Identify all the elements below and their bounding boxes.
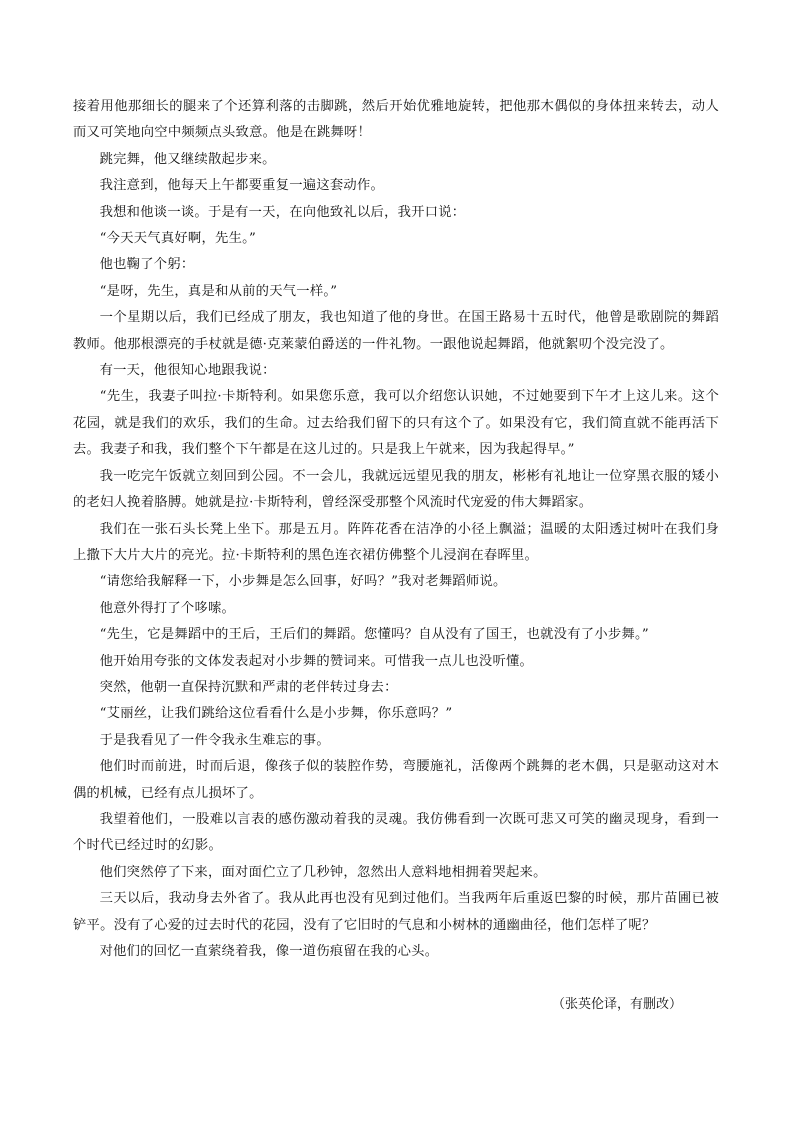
paragraph-17: 突然，他朝一直保持沉默和严肃的老伴转过身去： [99,679,398,695]
paragraph-15: “先生，它是舞蹈中的王后，王后们的舞蹈。您懂吗？自从没有了国王，也就没有了小步舞。” [99,627,649,643]
paragraph-18: “艾丽丝，让我们跳给这位看看什么是小步舞，你乐意吗？” [99,706,453,722]
paragraph-9: 有一天，他很知心地跟我说： [99,363,276,379]
paragraph-12: 我们在一张石头长凳上坐下。那是五月。阵阵花香在洁净的小径上飘溢；温暖的太阳透过树叶在我们身上撒下大片大片的亮光。拉·卡斯特利的黑色连衣裙仿佛整个儿浸润在春晖里。 [73,521,719,563]
article-body [73,94,719,965]
paragraph-22: 他们突然停了下来，面对面伫立了几秒钟，忽然出人意料地相拥着哭起来。 [99,864,547,880]
paragraph-20: 他们时而前进，时而后退，像孩子似的装腔作势，弯腰施礼，活像两个跳舞的老木偶，只是驱动这对木偶的机械，已经有点儿损坏了。 [73,759,719,801]
paragraph-16: 他开始用夸张的文体发表起对小步舞的赞词来。可惜我一点儿也没听懂。 [99,653,534,669]
paragraph-1: 接着用他那细长的腿来了个还算利落的击脚跳，然后开始优雅地旋转，把他那木偶似的身体扭来转去，动人而又可笑地向空中频频点头致意。他是在跳舞呀！ [73,99,719,141]
paragraph-6: 他也鞠了个躬： [99,257,195,273]
paragraph-14: 他意外得打了个哆嗦。 [99,600,236,616]
paragraph-7: “是呀，先生，真是和从前的天气一样。” [99,283,338,299]
paragraph-2: 跳完舞，他又继续散起步来。 [99,151,276,167]
paragraph-10: “先生，我妻子叫拉·卡斯特利。如果您乐意，我可以介绍您认识她，不过她要到下午才上这儿来。这个花园，就是我们的欢乐，我们的生命。过去给我们留下的只有这个了。如果没有它，我们简直就不能再活下去。我妻子和我，我们整个下午都是在这儿过的。只是我上午就来，因为我起得早。” [73,389,719,458]
paragraph-3: 我注意到，他每天上午都要重复一遍这套动作。 [99,178,385,194]
paragraph-19: 于是我看见了一件令我永生难忘的事。 [99,732,330,748]
paragraph-5: “今天天气真好啊，先生。” [99,231,257,247]
paragraph-21: 我望着他们，一股难以言表的感伤激动着我的灵魂。我仿佛看到一次既可悲又可笑的幽灵现身，看到一个时代已经过时的幻影。 [73,811,719,854]
paragraph-8: 一个星期以后，我们已经成了朋友，我也知道了他的身世。在国王路易十五时代，他曾是歌剧院的舞蹈教师。他那根漂亮的手杖就是德·克莱蒙伯爵送的一件礼物。一跟他说起舞蹈，他就絮叨个没完没了。 [73,310,719,352]
paragraph-24: 对他们的回忆一直萦绕着我，像一道伤痕留在我的心头。 [99,944,439,959]
paragraph-11: 我一吃完午饭就立刻回到公园。不一会儿，我就远远望见我的朋友，彬彬有礼地让一位穿黑衣服的矮小的老妇人挽着胳膊。她就是拉·卡斯特利，曾经深受那整个风流时代宠爱的伟大舞蹈家。 [73,468,719,511]
paragraph-23: 三天以后，我动身去外省了。我从此再也没有见到过他们。当我两年后重返巴黎的时候，那片苗圃已被铲平。没有了心爱的过去时代的花园，没有了它旧时的气息和小树林的通幽曲径，他们怎样了呢？ [73,891,719,933]
paragraph-13: “请您给我解释一下，小步舞是怎么回事，好吗？”我对老舞蹈师说。 [99,574,507,590]
source-note: （张英伦译，有删改） [551,997,682,1012]
paragraph-4: 我想和他谈一谈。于是有一天，在向他致礼以后，我开口说： [99,204,466,220]
